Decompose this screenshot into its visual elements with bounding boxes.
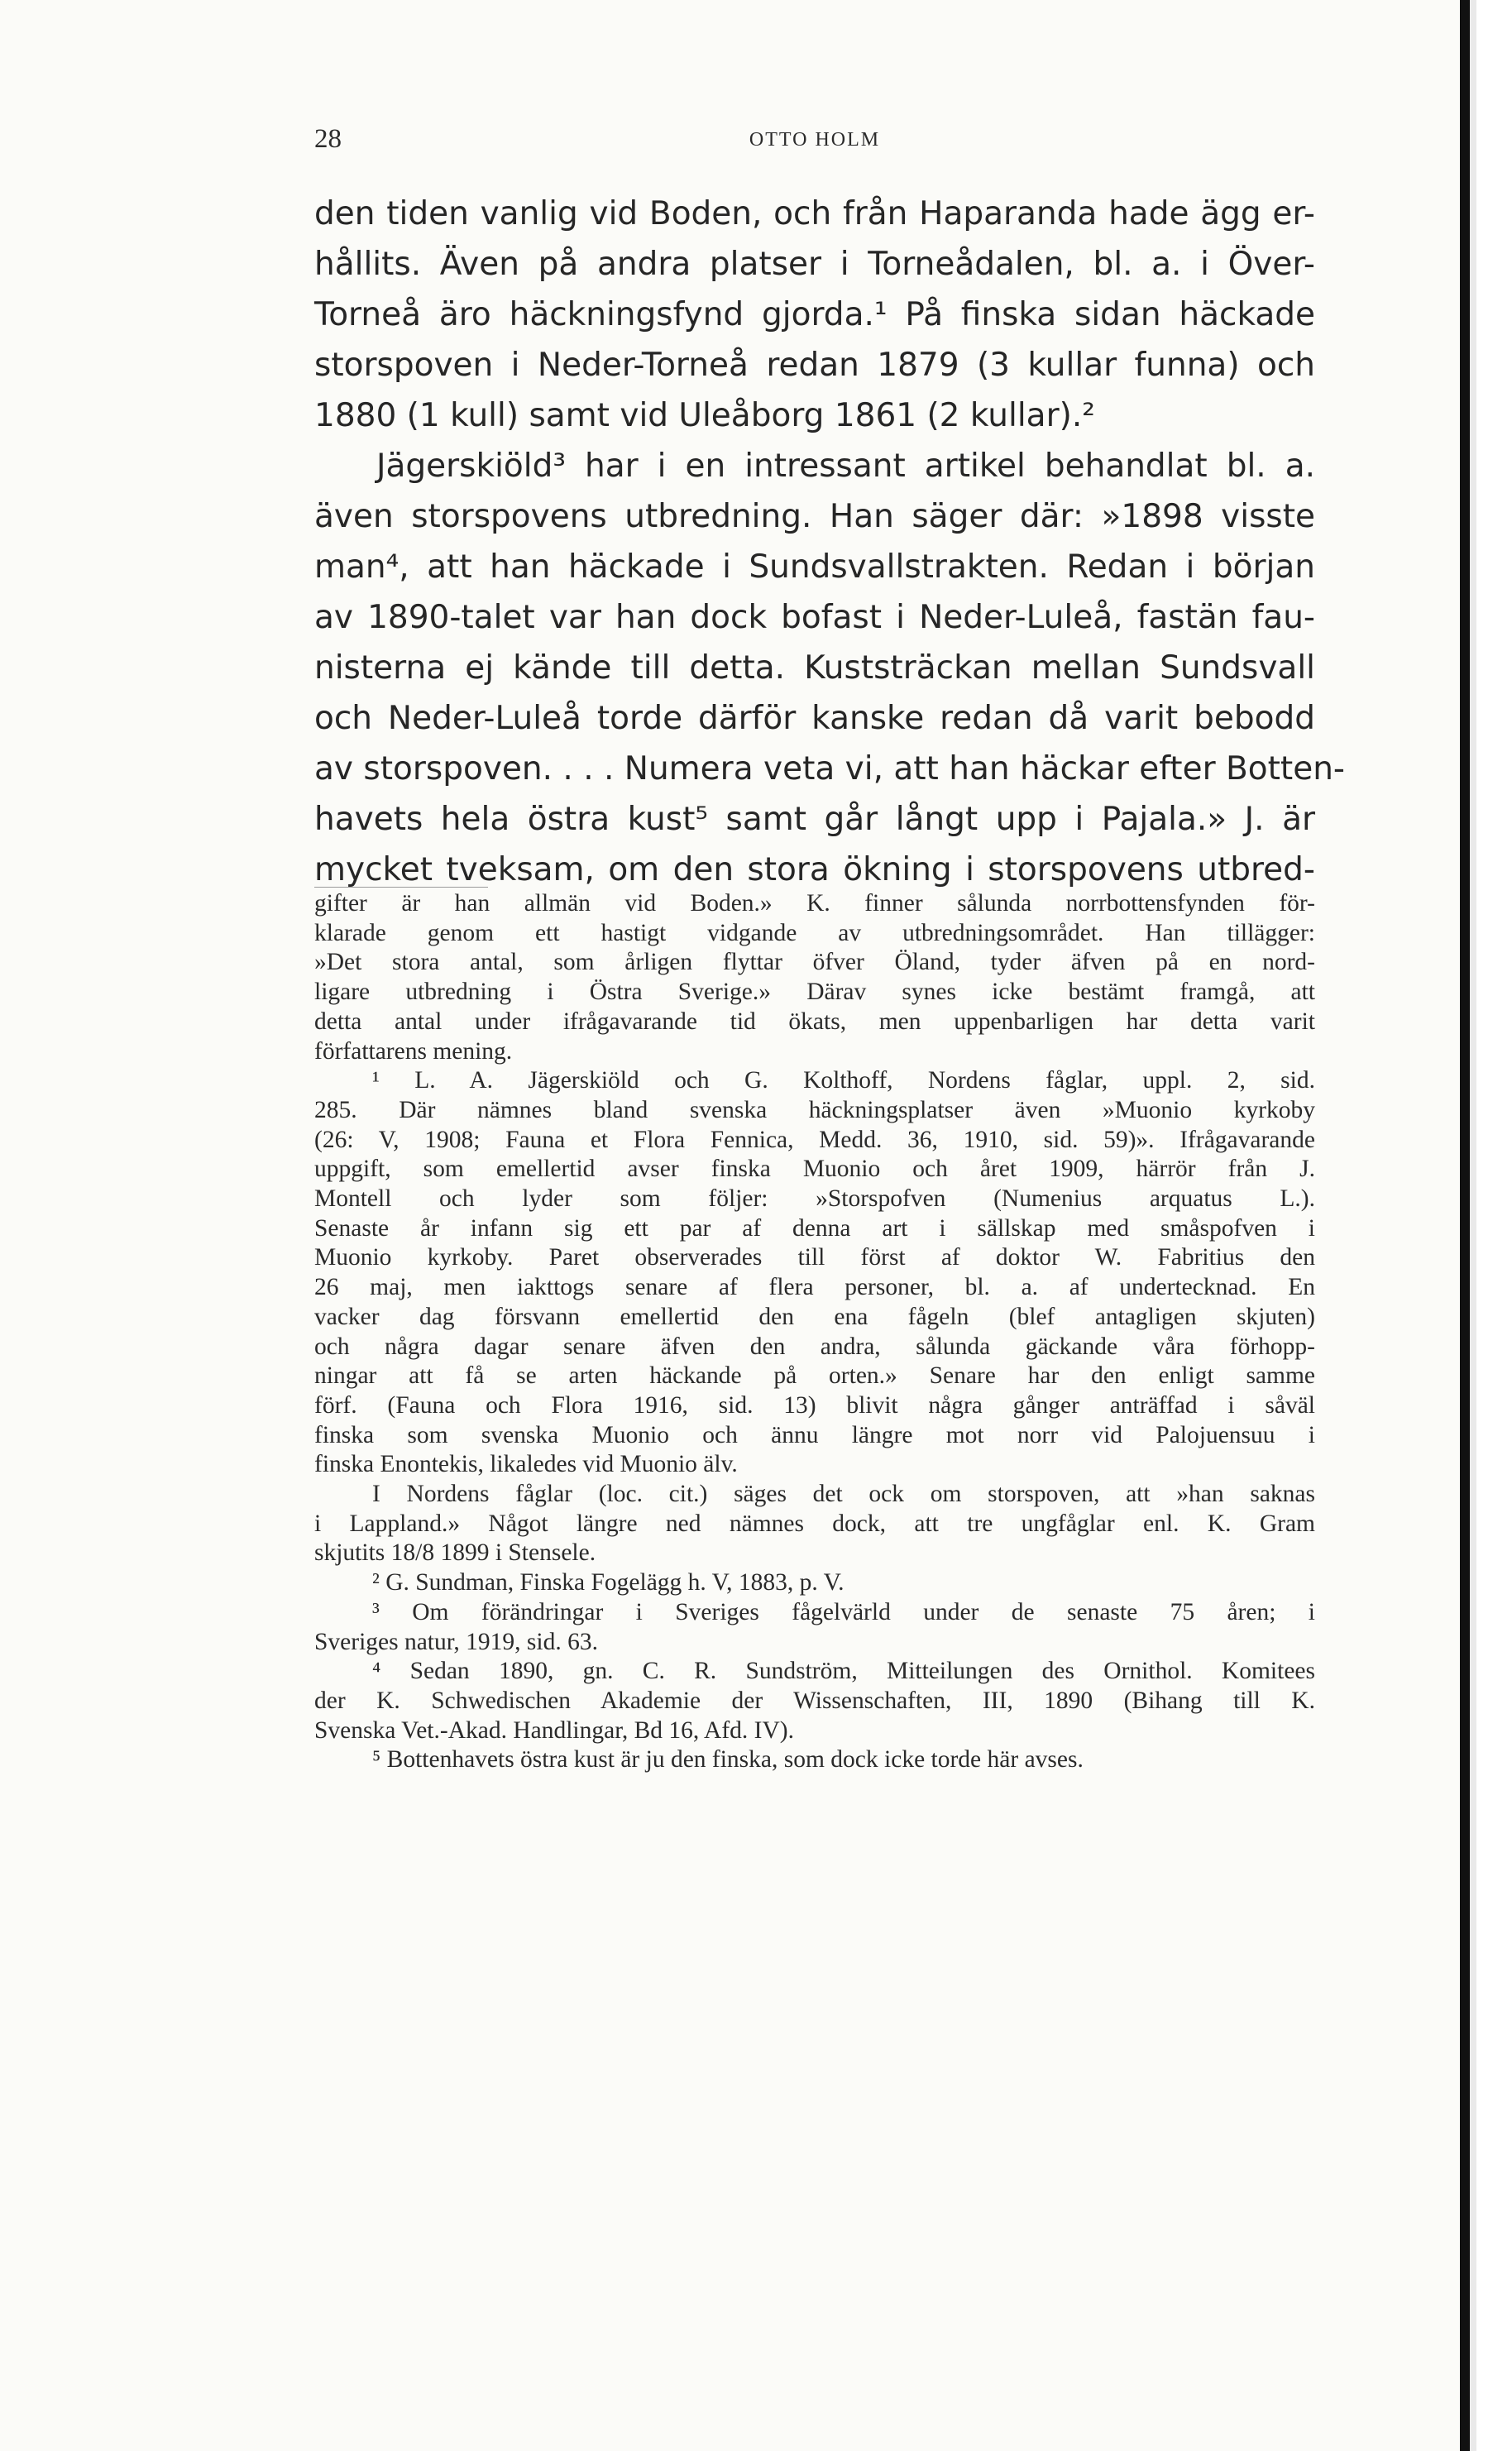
body-line: Jägerskiöld³ har i en intressant artikel behandlat bl. a. [376,448,1315,485]
body-line: Torneå äro häckningsfynd gjorda.¹ På finska sidan häckade [314,296,1315,333]
body-line: även storspovens utbredning. Han säger där: »1898 visste [314,498,1315,535]
page-header [314,124,1315,157]
body-line: den tiden vanlig vid Boden, och från Haparanda hade ägg er- [314,195,1315,232]
footnote-line: Sveriges natur, 1919, sid. 63. [314,1628,598,1655]
footnote-line: gifter är han allmän vid Boden.» K. finner sålunda norrbottensfynden för- [314,890,1315,917]
body-text [314,189,1346,895]
footnote-line: ligare utbredning i Östra Sverige.» Därav synes icke bestämt framgå, att [314,979,1315,1006]
scan-edge-light [1470,0,1476,2451]
footnote-divider [314,887,488,888]
footnote-line: klarade genom ett hastigt vidgande av utbredningsområdet. Han tillägger: [314,919,1315,946]
footnote-line: ningar att få se arten häckande på orten.» Senare har den enligt samme [314,1362,1315,1390]
running-head: OTTO HOLM [749,129,881,151]
footnote-line: der K. Schwedischen Akademie der Wissenschaften, III, 1890 (Bihang till K. [314,1687,1315,1714]
footnote-line: Svenska Vet.-Akad. Handlingar, Bd 16, Afd. IV). [314,1716,794,1744]
body-line: av storspoven. . . . Numera veta vi, att han häckar efter Botten- [314,750,1346,787]
footnote-1: ¹ L. A. Jägerskiöld och G. Kolthoff, Nordens fåglar, uppl. 2, sid. [372,1067,1315,1094]
footnote-line: 26 maj, men iakttogs senare af flera personer, bl. a. af undertecknad. En [314,1274,1315,1301]
footnote-line: uppgift, som emellertid avser finska Muonio och året 1909, härrör från J. [314,1156,1315,1183]
footnote-3: ³ Om förändringar i Sveriges fågelvärld under de senaste 75 åren; i [372,1598,1315,1625]
footnote-line: finska Enontekis, likaledes vid Muonio älv. [314,1451,738,1478]
body-line: och Neder-Luleå torde därför kanske redan då varit bebodd [314,700,1315,737]
footnote-line: skjutits 18/8 1899 i Stensele. [314,1539,596,1567]
footnote-line: 285. Där nämnes bland svenska häckningsplatser även »Muonio kyrkoby [314,1096,1315,1123]
footnote-line: (26: V, 1908; Fauna et Flora Fennica, Medd. 36, 1910, sid. 59)». Ifrågavarande [314,1126,1315,1153]
footnote-2: ² G. Sundman, Finska Fogelägg h. V, 1883, p. V. [372,1569,845,1597]
body-line: man⁴, att han häckade i Sundsvallstrakten. Redan i början [314,548,1315,586]
footnote-line: detta antal under ifrågavarande tid ökats, men uppenbarligen har detta varit [314,1008,1315,1035]
footnote-4: ⁴ Sedan 1890, gn. C. R. Sundström, Mitteilungen des Ornithol. Komitees [372,1658,1315,1685]
footnote-5: ⁵ Bottenhavets östra kust är ju den finska, som dock icke torde här avses. [372,1746,1084,1774]
footnote-line: i Lappland.» Något längre ned nämnes dock, att tre ungfåglar enl. K. Gram [314,1510,1315,1537]
body-line: 1880 (1 kull) samt vid Uleåborg 1861 (2 kullar).² [314,397,1095,434]
footnote-line: I Nordens fåglar (loc. cit.) säges det ock om storspoven, att »han saknas [372,1481,1315,1508]
body-line: av 1890-talet var han dock bofast i Neder-Luleå, fastän fau- [314,599,1315,636]
footnote-line: Senaste år infann sig ett par af denna art i sällskap med småspofven i [314,1214,1315,1242]
footnote-line: förf. (Fauna och Flora 1916, sid. 13) blivit några gånger anträffad i såväl [314,1391,1315,1419]
page-number: 28 [314,124,342,154]
footnotes [314,889,1315,1775]
scan-edge-dark [1460,0,1470,2451]
body-line: mycket tveksam, om den stora ökning i storspovens utbred- [314,851,1315,888]
footnote-line: finska som svenska Muonio och ännu längre mot norr vid Palojuensuu i [314,1421,1315,1448]
footnote-line: Muonio kyrkoby. Paret observerades till först af doktor W. Fabritius den [314,1244,1315,1271]
footnote-line: »Det stora antal, som årligen flyttar öfver Öland, tyder äfven på en nord- [314,949,1315,976]
body-line: nisterna ej kände till detta. Kuststräckan mellan Sundsvall [314,649,1315,687]
footnote-line: och några dagar senare äfven den andra, sålunda gäckande våra förhopp- [314,1333,1315,1360]
footnote-line: vacker dag försvann emellertid den ena fågeln (blef antagligen skjuten) [314,1303,1315,1330]
body-line: storspoven i Neder-Torneå redan 1879 (3 kullar funna) och [314,347,1315,384]
body-line: hållits. Även på andra platser i Torneådalen, bl. a. i Över- [314,246,1315,283]
footnote-line: författarens mening. [314,1037,513,1065]
body-line: havets hela östra kust⁵ samt går långt upp i Pajala.» J. är [314,801,1315,838]
footnote-line: Montell och lyder som följer: »Storspofven (Numenius arquatus L.). [314,1185,1315,1213]
